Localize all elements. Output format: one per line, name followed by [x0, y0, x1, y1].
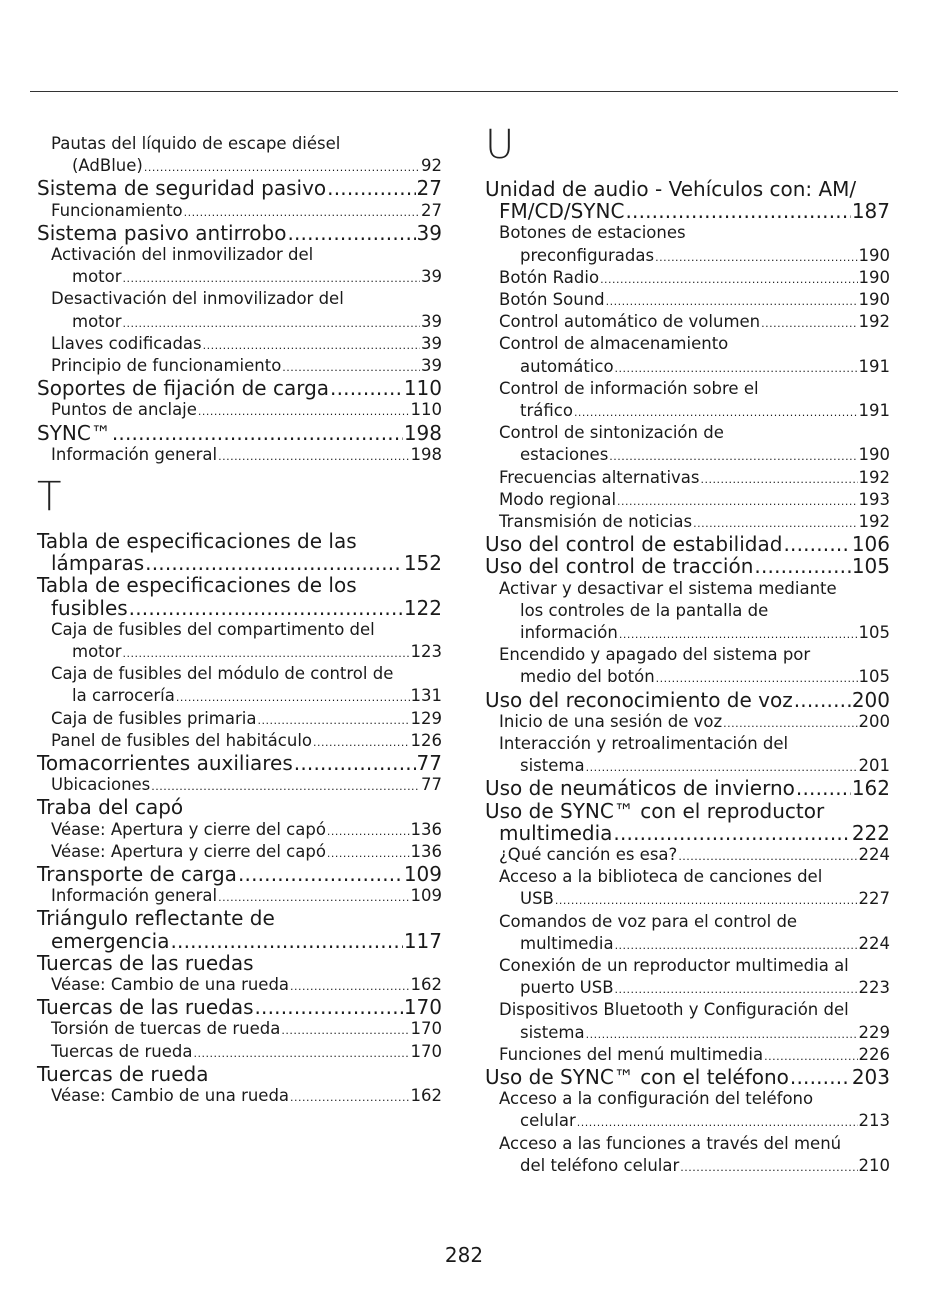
index-entry [485, 689, 890, 711]
index-page-ref: 126 [410, 730, 442, 750]
index-page-ref: 77 [416, 751, 442, 775]
index-page-ref: 192 [858, 512, 890, 531]
index-entry-text: Triángulo reflectante de [37, 906, 275, 931]
index-page-ref: 39 [416, 220, 442, 245]
index-page-ref: 109 [410, 886, 442, 906]
dot-leader [294, 752, 416, 774]
index-page-ref: 136 [410, 841, 442, 861]
index-page-ref: 122 [403, 595, 442, 620]
index-entry-text: Acceso a las funciones a través del menú [499, 1133, 842, 1153]
index-entry-text: Llaves codificadas [51, 333, 202, 353]
index-entry [37, 796, 442, 818]
index-page-ref: 131 [410, 686, 442, 706]
index-subentry [37, 333, 442, 355]
index-entry-text: Ubicaciones [51, 775, 151, 795]
index-entry-text: motor [72, 267, 122, 287]
index-page-ref: 198 [403, 420, 442, 445]
index-entry-text: Traba del capó [37, 795, 184, 820]
page-number: 282 [444, 1243, 484, 1267]
index-entry-text: Pautas del líquido de escape diésel [51, 134, 341, 153]
index-entry-text: Uso del reconocimiento de voz [485, 687, 793, 712]
dot-leader [794, 689, 851, 711]
dot-leader [615, 979, 858, 1001]
index-entry-text: Uso del control de tracción [485, 554, 754, 579]
index-page-ref: 27 [416, 176, 442, 201]
index-entry-text: información [520, 622, 618, 642]
index-page-ref: 192 [858, 312, 890, 332]
index-entry-text: Tabla de especificaciones de los [37, 573, 357, 598]
index-subentry [37, 730, 442, 752]
dot-leader [330, 377, 403, 399]
dot-leader [723, 713, 857, 735]
index-entry-text: los controles de la pantalla de [520, 600, 769, 620]
dot-leader [619, 624, 858, 646]
dot-leader [255, 996, 403, 1018]
index-subentry [485, 733, 890, 777]
dot-leader [613, 822, 850, 844]
index-entry-text: medio del botón [520, 667, 655, 687]
index-entry [485, 777, 890, 799]
index-entry-text: Caja de fusibles del compartimento del [51, 619, 375, 639]
index-entry-text: Desactivación del inmovilizador del [51, 289, 344, 309]
dot-leader [617, 491, 857, 513]
index-entry-text: Uso de SYNC™ con el reproductor [485, 798, 825, 823]
index-subentry [485, 578, 890, 645]
index-entry-text: Botones de estaciones [499, 223, 686, 243]
dot-leader [678, 846, 857, 868]
dot-leader [327, 843, 410, 865]
index-page-ref: 223 [858, 978, 890, 998]
index-subentry [37, 708, 442, 730]
index-entry-text: Información general [51, 444, 218, 464]
index-entry-text: Sistema de seguridad pasivo [37, 176, 327, 201]
index-subentry [485, 378, 890, 422]
index-entry-text: Acceso a la biblioteca de canciones del [499, 867, 823, 887]
index-entry [485, 1066, 890, 1088]
dot-leader [655, 247, 857, 269]
index-entry-text: Tomacorrientes auxiliares [37, 751, 293, 775]
dot-leader [129, 597, 403, 619]
index-entry-text: Funcionamiento [51, 200, 183, 220]
dot-leader [680, 1157, 857, 1179]
index-letter-heading: T [37, 474, 62, 520]
dot-leader [238, 863, 403, 885]
index-entry-text: Botón Radio [499, 267, 600, 287]
dot-leader [203, 335, 420, 357]
index-page-ref: 106 [851, 532, 890, 557]
index-entry-text: Conexión de un reproductor multimedia al [499, 956, 849, 975]
index-page-ref: 213 [858, 1111, 890, 1131]
index-page-ref: 162 [410, 975, 442, 994]
index-page-ref: 39 [421, 333, 442, 353]
index-entry-text: lámparas [51, 551, 145, 576]
index-entry-text: motor [72, 311, 122, 331]
index-subentry [37, 663, 442, 707]
index-subentry [37, 244, 442, 288]
index-entry-text: tráfico [520, 400, 573, 420]
index-subentry [37, 399, 442, 421]
dot-leader [313, 732, 410, 754]
dot-leader [609, 446, 857, 468]
index-subentry [485, 1088, 890, 1132]
index-page-ref: 229 [858, 1022, 890, 1042]
dot-leader [287, 222, 415, 244]
index-entry-text: Acceso a la configuración del teléfono [499, 1089, 814, 1109]
index-entry [485, 178, 890, 222]
index-subentry [485, 267, 890, 289]
dot-leader [170, 930, 402, 952]
index-entry [485, 555, 890, 577]
index-entry-text: multimedia [499, 820, 613, 845]
index-page-ref: 162 [410, 1086, 442, 1105]
index-entry-text: Tuercas de rueda [51, 1041, 193, 1061]
index-entry-text: FM/CD/SYNC [499, 199, 625, 224]
index-page-ref: 227 [858, 889, 890, 909]
dot-leader [600, 269, 857, 291]
index-entry-text: Soportes de fijación de carga [37, 376, 330, 401]
index-subentry [37, 619, 442, 663]
index-page-ref: 190 [858, 445, 890, 465]
dot-leader [257, 710, 409, 732]
index-entry-text: Panel de fusibles del habitáculo [51, 730, 312, 750]
index-page-ref: 191 [858, 400, 890, 420]
index-page-ref: 193 [858, 489, 890, 509]
dot-leader [783, 533, 850, 555]
dot-leader [112, 422, 403, 444]
index-page-ref: 226 [858, 1044, 890, 1064]
index-page-ref: 77 [421, 775, 442, 795]
index-page-ref: 190 [858, 290, 890, 309]
index-entry [37, 530, 442, 574]
index-entry-text: SYNC™ [37, 420, 111, 445]
index-page-ref: 170 [403, 995, 442, 1020]
index-entry [37, 952, 442, 974]
index-entry-text: Unidad de audio - Vehículos con: AM/ [485, 177, 857, 201]
index-entry-text: automático [520, 356, 614, 376]
index-page-ref: 192 [858, 467, 890, 487]
dot-leader [555, 890, 858, 912]
dot-leader [625, 200, 850, 222]
index-page-ref: 170 [410, 1019, 442, 1039]
index-page-ref: 117 [403, 928, 442, 953]
dot-leader [193, 1043, 409, 1065]
index-entry-text: emergencia [51, 928, 170, 953]
index-page-ref: 187 [851, 199, 890, 224]
dot-leader [615, 358, 858, 380]
index-page-ref: 92 [421, 156, 442, 176]
index-entry [37, 177, 442, 199]
index-entry-text: Interacción y retroalimentación del [499, 734, 789, 753]
index-entry-text: Información general [51, 886, 218, 906]
index-subentry [485, 289, 890, 311]
index-page-ref: 110 [410, 400, 442, 420]
dot-leader [761, 313, 857, 335]
dot-leader [198, 401, 410, 423]
dot-leader [123, 313, 420, 335]
index-page-ref: 39 [421, 267, 442, 287]
dot-leader [123, 268, 420, 290]
index-entry-text: Tuercas de las ruedas [37, 995, 254, 1020]
index-subentry [37, 974, 442, 996]
index-entry-text: Uso del control de estabilidad [485, 532, 783, 557]
index-page-ref: 105 [851, 554, 890, 579]
index-page-ref: 39 [421, 311, 442, 331]
index-page-ref: 129 [410, 708, 442, 728]
index-entry-text: Activación del inmovilizador del [51, 245, 314, 264]
index-subentry [485, 911, 890, 955]
dot-leader [123, 643, 410, 665]
index-page-ref: 190 [858, 267, 890, 287]
index-entry-text: multimedia [520, 933, 614, 953]
index-entry-text: motor [72, 641, 122, 661]
index-entry-text: Tuercas de las ruedas [37, 950, 254, 975]
index-subentry [485, 222, 890, 266]
index-subentry [485, 999, 890, 1043]
index-page-ref: 200 [858, 711, 890, 731]
index-page-ref: 203 [851, 1065, 890, 1089]
index-entry-text: Comandos de voz para el control de [499, 911, 798, 931]
index-entry-text: la carrocería [72, 686, 175, 706]
dot-leader [615, 935, 858, 957]
dot-leader [574, 402, 858, 424]
index-subentry [485, 489, 890, 511]
index-entry-text: Véase: Apertura y cierre del capó [51, 841, 326, 861]
index-page-ref: 170 [410, 1041, 442, 1061]
index-subentry [37, 288, 442, 332]
index-page-ref: 152 [403, 551, 442, 576]
index-entry-text: Principio de funcionamiento [51, 356, 282, 375]
index-entry [37, 907, 442, 951]
index-page-ref: 105 [858, 667, 890, 687]
index-entry-text: Transmisión de noticias [499, 512, 693, 531]
index-page-ref: 224 [858, 933, 890, 953]
index-subentry [37, 1041, 442, 1063]
index-entry-text: puerto USB [520, 978, 614, 998]
index-entry-text: Control de sintonización de [499, 423, 724, 443]
index-entry-text: Caja de fusibles primaria [51, 708, 257, 728]
index-subentry [37, 885, 442, 907]
index-subentry [37, 1085, 442, 1107]
index-page-ref: 110 [403, 376, 442, 401]
index-subentry [37, 1018, 442, 1040]
index-subentry [37, 133, 442, 177]
index-entry [37, 996, 442, 1018]
index-page-ref: 200 [851, 687, 890, 712]
index-entry-text: Funciones del menú multimedia [499, 1044, 764, 1064]
dot-leader [586, 1024, 858, 1046]
index-entry-text: Transporte de carga [37, 862, 237, 886]
index-entry-text: (AdBlue) [72, 156, 143, 176]
index-entry-text: Véase: Cambio de una rueda [51, 1086, 290, 1105]
index-entry [37, 1063, 442, 1085]
index-entry-text: Control automático de volumen [499, 312, 761, 332]
index-page-ref: 105 [858, 622, 890, 642]
index-page-ref: 136 [410, 819, 442, 839]
index-subentry [37, 355, 442, 377]
dot-leader [281, 1020, 409, 1042]
index-subentry [485, 511, 890, 533]
dot-leader [577, 1112, 858, 1134]
index-entry [37, 422, 442, 444]
index-entry-text: celular [520, 1111, 576, 1131]
index-page-ref: 210 [858, 1155, 890, 1175]
index-subentry [485, 844, 890, 866]
index-page-ref: 27 [421, 200, 442, 220]
index-subentry [37, 200, 442, 222]
index-entry [37, 752, 442, 774]
index-subentry [485, 644, 890, 688]
index-page-ref: 201 [858, 756, 890, 776]
dot-leader [701, 469, 858, 491]
index-entry [37, 377, 442, 399]
index-entry-text: Control de información sobre el [499, 378, 759, 398]
index-entry [37, 222, 442, 244]
index-subentry [37, 444, 442, 466]
index-entry [37, 863, 442, 885]
index-subentry [485, 866, 890, 910]
index-subentry [485, 422, 890, 466]
dot-leader [754, 555, 850, 577]
index-entry-text: Dispositivos Bluetooth y Configuración del [499, 1000, 849, 1020]
index-subentry [485, 467, 890, 489]
index-subentry [37, 774, 442, 796]
dot-leader [796, 777, 851, 799]
index-entry-text: Botón Sound [499, 290, 605, 309]
index-entry-text: Torsión de tuercas de rueda [51, 1019, 281, 1039]
index-page-ref: 109 [403, 862, 442, 886]
index-subentry [485, 711, 890, 733]
index-entry-text: Encendido y apagado del sistema por [499, 645, 811, 665]
index-page-ref: 190 [858, 245, 890, 265]
index-entry-text: preconfiguradas [520, 245, 655, 265]
index-entry-text: Tabla de especificaciones de las [37, 529, 357, 553]
index-entry-text: Inicio de una sesión de voz [499, 711, 723, 731]
dot-leader [327, 177, 415, 199]
dot-leader [790, 1066, 851, 1088]
index-entry-text: Tuercas de rueda [37, 1061, 209, 1086]
index-entry-text: Activar y desactivar el sistema mediante [499, 578, 837, 598]
index-entry-text: Caja de fusibles del módulo de control de [51, 664, 394, 684]
index-entry-text: Modo regional [499, 489, 617, 509]
index-entry-text: del teléfono celular [520, 1155, 680, 1175]
index-page-ref: 123 [410, 641, 442, 661]
index-entry [485, 533, 890, 555]
index-subentry [37, 841, 442, 863]
dot-leader [290, 976, 409, 998]
index-page-ref: 191 [858, 356, 890, 376]
index-subentry [485, 311, 890, 333]
index-entry [37, 574, 442, 618]
index-subentry [485, 955, 890, 999]
index-page-ref: 162 [851, 776, 890, 801]
index-entry-text: Control de almacenamiento [499, 334, 729, 354]
index-entry-text: sistema [520, 756, 585, 776]
dot-leader [218, 446, 409, 468]
index-entry-text: Puntos de anclaje [51, 400, 197, 420]
index-subentry [485, 333, 890, 377]
index-entry-text: Frecuencias alternativas [499, 467, 700, 487]
index-subentry [37, 819, 442, 841]
dot-leader [145, 552, 403, 574]
dot-leader [327, 821, 410, 843]
dot-leader [176, 687, 410, 709]
index-page-ref: 198 [410, 444, 442, 464]
index-entry-text: ¿Qué canción es esa? [499, 845, 678, 864]
index-subentry [485, 1044, 890, 1066]
index-entry-text: sistema [520, 1022, 585, 1042]
index-entry-text: Uso de neumáticos de invierno [485, 776, 795, 801]
index-page-ref: 222 [851, 820, 890, 845]
index-entry-text: fusibles [51, 595, 128, 620]
index-page-ref: 224 [858, 845, 890, 864]
dot-leader [151, 776, 420, 798]
index-letter-heading: U [485, 122, 515, 168]
dot-leader [290, 1087, 409, 1109]
header-rule [30, 91, 898, 92]
index-entry-text: estaciones [520, 445, 609, 465]
index-page-ref: 39 [421, 356, 442, 375]
index-entry-text: USB [520, 889, 554, 909]
index-entry-text: Véase: Cambio de una rueda [51, 975, 290, 994]
dot-leader [606, 291, 858, 313]
index-entry-text: Uso de SYNC™ con el teléfono [485, 1065, 789, 1089]
index-entry-text: Sistema pasivo antirrobo [37, 220, 287, 245]
index-entry [485, 800, 890, 844]
index-subentry [485, 1133, 890, 1177]
index-entry-text: Véase: Apertura y cierre del capó [51, 819, 326, 839]
